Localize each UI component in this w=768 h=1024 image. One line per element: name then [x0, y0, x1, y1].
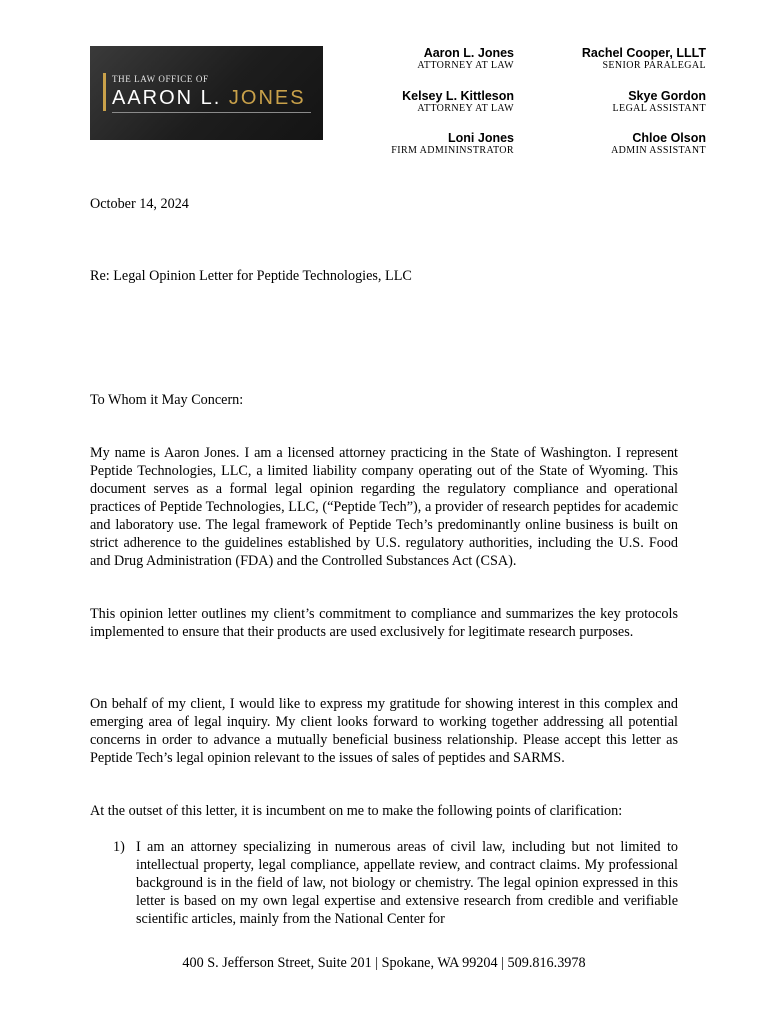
- staff-entry: [314, 46, 514, 72]
- staff-title: LEGAL ASSISTANT: [612, 103, 706, 114]
- staff-title: ATTORNEY AT LAW: [417, 103, 514, 114]
- staff-title: FIRM ADMININSTRATOR: [391, 145, 514, 156]
- staff-name: Skye Gordon: [628, 89, 706, 103]
- staff-name: Rachel Cooper, LLLT: [581, 46, 706, 60]
- staff-entry: [314, 89, 514, 115]
- body-paragraph: My name is Aaron Jones. I am a licensed attorney practicing in the State of Washington. I represent Peptide Technologies, LLC, a limited liability company operating out of the State of Wyoming. This document serves as a formal legal opinion regarding the regulatory compliance and operational practices of Peptide Technologies, LLC, (“Peptide Tech”), a provider of research peptides for academic and laboratory use. The legal framework of Peptide Tech’s predominantly online business is built on strict adherence to the guidelines established by U.S. regulatory authorities, including the U.S. Food and Drug Administration (FDA) and the Controlled Substances Act (CSA).: [90, 445, 678, 569]
- letter-salutation: To Whom it May Concern:: [90, 392, 244, 408]
- firm-logo: [90, 46, 323, 140]
- logo-divider: [112, 112, 311, 113]
- staff-name: Loni Jones: [448, 131, 514, 145]
- logo-accent-bar: [103, 73, 106, 111]
- staff-entry: [506, 131, 706, 157]
- staff-title: SENIOR PARALEGAL: [602, 60, 706, 71]
- staff-name: Kelsey L. Kittleson: [402, 89, 514, 103]
- body-paragraph: At the outset of this letter, it is incumbent on me to make the following points of clarification:: [90, 803, 623, 819]
- logo-tagline: THE LAW OFFICE OF: [112, 74, 209, 84]
- staff-name: Aaron L. Jones: [423, 46, 514, 60]
- list-item-text: I am an attorney specializing in numerous areas of civil law, including but not limited to intellectual property, legal compliance, appellate review, and contract claims. My professional background is in the field of law, not biology or chemistry. The legal opinion expressed in this letter is based on my own legal expertise and extensive research from credible and verifiable scientific articles, mainly from the National Center for: [136, 839, 678, 927]
- list-item: [113, 838, 678, 928]
- letter-date: October 14, 2024: [90, 196, 189, 212]
- letterhead-footer-address: 400 S. Jefferson Street, Suite 201 | Spokane, WA 99204 | 509.816.3978: [182, 955, 586, 971]
- body-paragraph: On behalf of my client, I would like to express my gratitude for showing interest in this complex and emerging area of legal inquiry. My client looks forward to working together addressing all potential concerns in order to advance a mutually beneficial business relationship. Please accept this letter as Peptide Tech’s legal opinion relevant to the issues of sales of peptides and SARMS.: [90, 696, 678, 766]
- staff-name: Chloe Olson: [632, 131, 706, 145]
- list-item-number: 1): [113, 839, 125, 855]
- letter-subject: Re: Legal Opinion Letter for Peptide Technologies, LLC: [90, 268, 412, 284]
- body-paragraph: This opinion letter outlines my client’s commitment to compliance and summarizes the key protocols implemented to ensure that their products are used exclusively for legitimate research purposes.: [90, 606, 678, 640]
- logo-firm-name: AARON L. JONES: [112, 87, 306, 109]
- staff-entry: [314, 131, 514, 157]
- staff-entry: [506, 89, 706, 115]
- staff-title: ADMIN ASSISTANT: [611, 145, 706, 156]
- staff-entry: [506, 46, 706, 72]
- staff-title: ATTORNEY AT LAW: [417, 60, 514, 71]
